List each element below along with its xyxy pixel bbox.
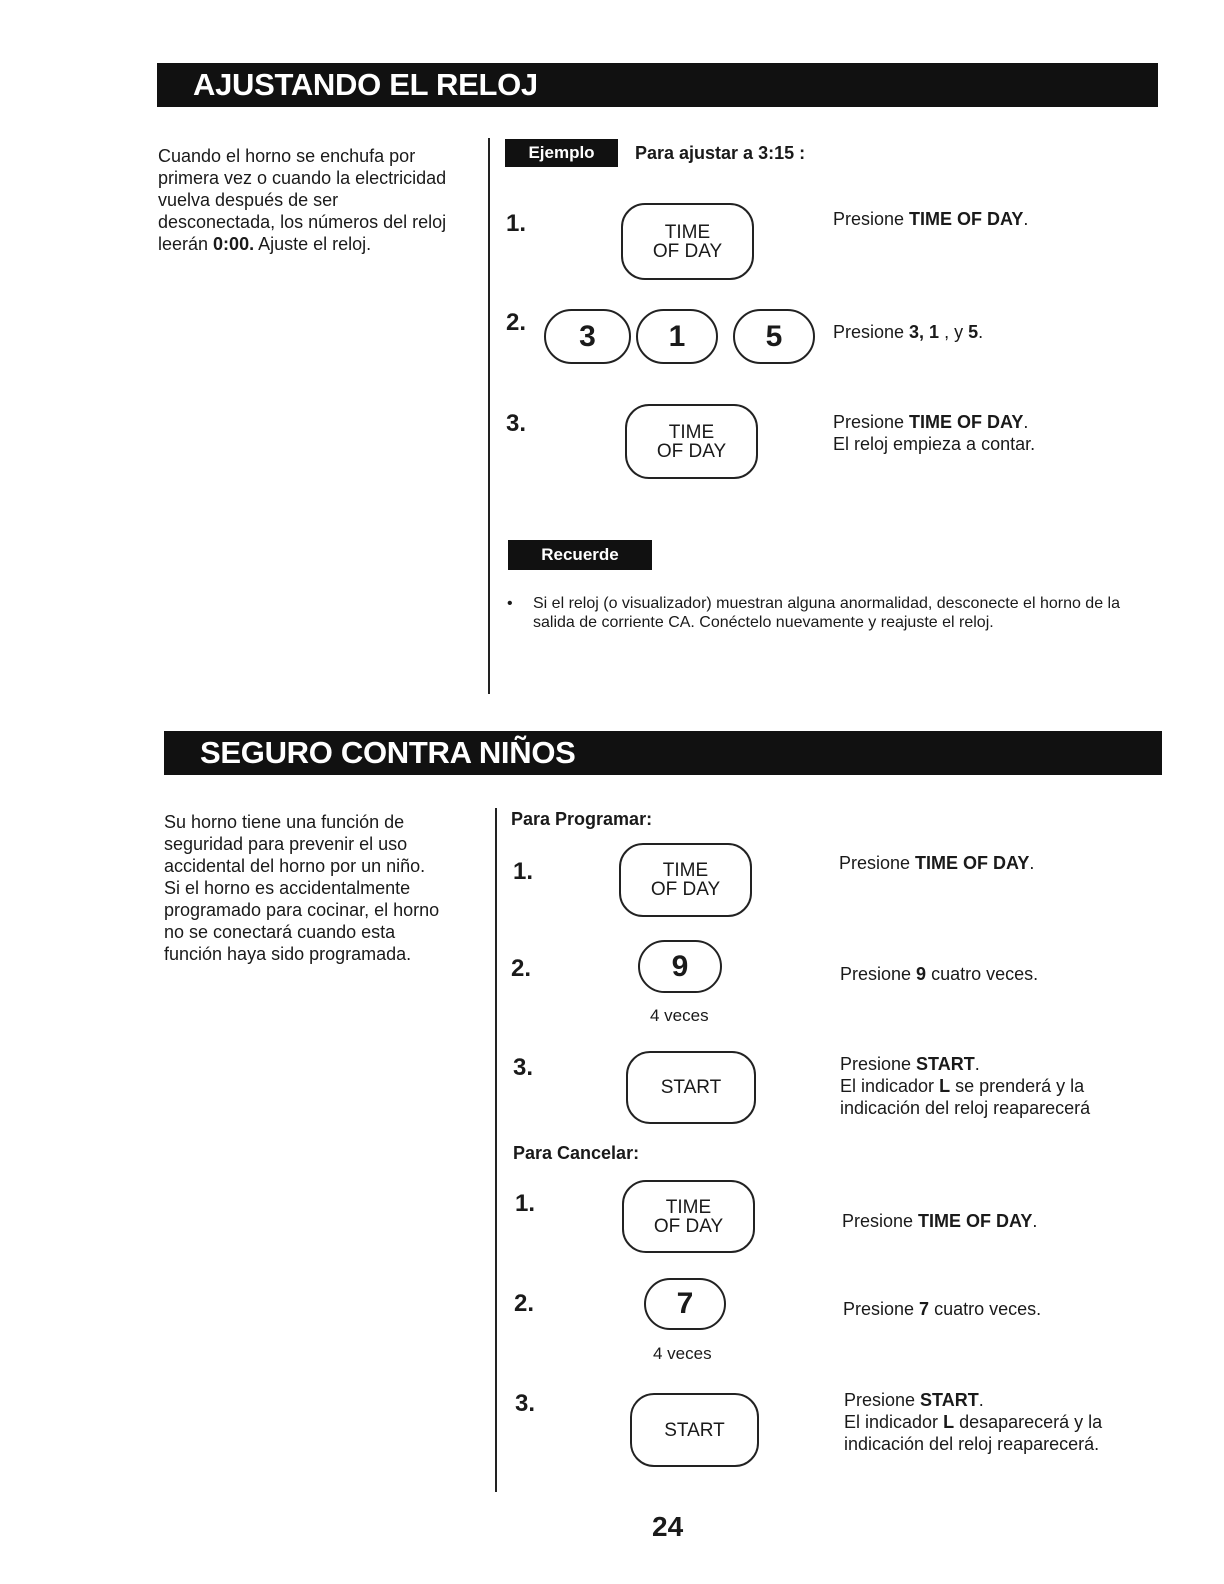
clock-intro-suffix: Ajuste el reloj. — [254, 234, 372, 254]
button-text-line1: TIME — [665, 1196, 712, 1218]
instruction-suffix: cuatro veces. — [929, 1299, 1042, 1319]
instruction-prefix: Presione — [840, 1054, 917, 1074]
instruction-prefix: Presione — [843, 1299, 920, 1319]
remember-tag: Recuerde — [508, 540, 652, 570]
instruction-suffix: . — [974, 1054, 980, 1074]
instruction-line2: El reloj empieza a contar. — [833, 434, 1036, 454]
remember-note: Si el reloj (o visualizador) muestran alguna anormalidad, desconecte el horno de la salida de corriente CA. Conéctelo nuevamente y reajuste el reloj. — [533, 595, 1120, 631]
time-of-day-button[interactable] — [622, 1180, 755, 1253]
instruction-prefix: Presione — [839, 853, 916, 873]
button-text-line2: OF DAY — [652, 240, 723, 262]
number-3-button[interactable]: 3 — [544, 309, 631, 364]
clock-step-1-instruction — [833, 208, 1028, 230]
instruction-suffix: . — [978, 1390, 984, 1410]
clock-step-1-number: 1. — [506, 210, 527, 237]
instruction-prefix: Presione — [842, 1211, 919, 1231]
example-title: Para ajustar a 3:15 : — [635, 143, 806, 163]
instruction-bold: START — [916, 1054, 975, 1074]
cancel-step-3-number: 3. — [515, 1390, 536, 1417]
instruction-bold: TIME OF DAY — [909, 412, 1024, 432]
number-5-button[interactable]: 5 — [733, 309, 815, 364]
example-tag: Ejemplo — [505, 139, 618, 167]
number-1-button[interactable]: 1 — [636, 309, 718, 364]
clock-intro — [158, 145, 458, 255]
instruction-line2-suffix: se prenderá y la indicación del reloj reaparecerá — [840, 1076, 1091, 1118]
instruction-prefix: Presione — [833, 322, 910, 342]
time-of-day-button[interactable] — [625, 404, 758, 479]
clock-step-3-number: 3. — [506, 410, 527, 437]
clock-intro-bold: 0:00. — [213, 234, 255, 254]
instruction-bold: TIME OF DAY — [915, 853, 1030, 873]
section-title-child-lock: SEGURO CONTRA NIÑOS — [164, 731, 1162, 775]
instruction-prefix: Presione — [833, 412, 910, 432]
instruction-suffix: cuatro veces. — [926, 964, 1039, 984]
page-number: 24 — [652, 1511, 684, 1542]
cancel-label: Para Cancelar: — [513, 1143, 640, 1163]
section-title-clock: AJUSTANDO EL RELOJ — [157, 63, 1158, 107]
clock-intro-text: Cuando el horno se enchufa por primera vez o cuando la electricidad vuelva después de ser desconectada, los números del reloj leerán — [158, 146, 447, 254]
clock-step-2-instruction — [833, 321, 983, 343]
cancel-step-1-instruction — [842, 1210, 1037, 1232]
instruction-bold: TIME OF DAY — [909, 209, 1024, 229]
button-text-line2: OF DAY — [653, 1215, 724, 1237]
cancel-step-1-number: 1. — [515, 1190, 536, 1217]
cancel-step-2-number: 2. — [514, 1290, 535, 1317]
instruction-suffix: . — [978, 322, 984, 342]
child-lock-intro: Su horno tiene una función de seguridad para prevenir el uso accidental del horno por un niño. Si el horno es accidentalmente programado para cocinar, el horno no se conectará cuando esta función haya sido programada. — [164, 812, 440, 964]
instruction-suffix: . — [1029, 853, 1035, 873]
button-text-line2: OF DAY — [650, 879, 721, 900]
program-step-1-instruction — [839, 852, 1034, 874]
button-text-line1: TIME — [664, 221, 711, 243]
instruction-prefix: Presione — [840, 964, 917, 984]
instruction-bold-last-key: 5 — [968, 322, 979, 342]
clock-step-2-number: 2. — [506, 309, 527, 336]
instruction-bold: 9 — [916, 964, 927, 984]
button-text-line2: OF DAY — [656, 440, 727, 462]
number-7-button[interactable]: 7 — [644, 1278, 726, 1330]
instruction-bold: 7 — [919, 1299, 930, 1319]
time-of-day-button[interactable] — [621, 203, 754, 280]
time-of-day-button[interactable] — [619, 843, 752, 917]
program-step-1-number: 1. — [513, 858, 534, 885]
clock-step-3-instruction — [833, 411, 1035, 455]
press-count-caption: 4 veces — [653, 1344, 712, 1363]
button-text-line1: TIME — [662, 860, 709, 881]
column-divider — [495, 808, 497, 1492]
indicator-l: L — [943, 1412, 955, 1432]
column-divider — [488, 138, 490, 694]
program-step-3-instruction — [840, 1053, 1140, 1119]
cancel-step-3-instruction — [844, 1389, 1134, 1455]
program-label: Para Programar: — [511, 809, 653, 829]
remember-bullet-dot: • — [507, 595, 513, 612]
start-button[interactable]: START — [630, 1393, 759, 1467]
instruction-suffix: . — [1023, 209, 1029, 229]
program-step-3-number: 3. — [513, 1054, 534, 1081]
instruction-prefix: Presione — [833, 209, 910, 229]
instruction-mid: , y — [939, 322, 969, 342]
start-button[interactable]: START — [626, 1051, 756, 1124]
cancel-step-2-instruction — [843, 1298, 1041, 1320]
instruction-bold: TIME OF DAY — [918, 1211, 1033, 1231]
instruction-line2-prefix: El indicador — [840, 1076, 940, 1096]
instruction-line2-prefix: El indicador — [844, 1412, 944, 1432]
program-step-2-number: 2. — [511, 955, 532, 982]
instruction-prefix: Presione — [844, 1390, 921, 1410]
button-text-line1: TIME — [668, 421, 715, 443]
instruction-bold-keys: 3, 1 — [909, 322, 940, 342]
instruction-bold: START — [920, 1390, 979, 1410]
instruction-suffix: . — [1023, 412, 1029, 432]
instruction-suffix: . — [1032, 1211, 1038, 1231]
press-count-caption: 4 veces — [650, 1006, 709, 1025]
program-step-2-instruction — [840, 963, 1038, 985]
instruction-line2-suffix: desaparecerá y la indicación del reloj reaparecerá. — [844, 1412, 1103, 1454]
number-9-button[interactable]: 9 — [638, 940, 722, 993]
indicator-l: L — [939, 1076, 951, 1096]
